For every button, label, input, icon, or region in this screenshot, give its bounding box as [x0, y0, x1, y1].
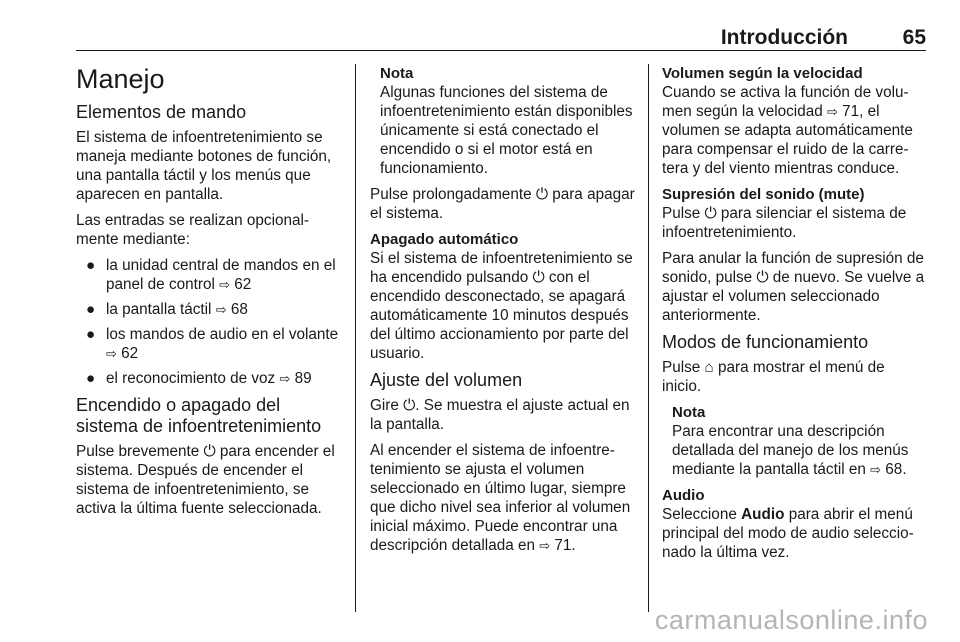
- page-ref[interactable]: 62: [121, 345, 139, 362]
- paragraph: Las entradas se realizan opcionalmente mediante:: [76, 212, 310, 248]
- page-number: 65: [902, 26, 926, 49]
- section-heading-volume: Ajuste del volumen: [370, 370, 523, 390]
- page-ref-icon: ⇨: [106, 346, 117, 361]
- page-ref-icon: ⇨: [539, 538, 551, 553]
- subheading-speed-volume: Volumen según la velocidad: [662, 65, 863, 82]
- note-title: Nota: [380, 65, 414, 82]
- column-divider: [355, 64, 356, 612]
- page-ref-icon: ⇨: [870, 462, 882, 477]
- page-ref[interactable]: 89: [294, 370, 312, 387]
- power-icon: ⏻: [704, 205, 717, 222]
- column-1: [76, 64, 344, 525]
- power-icon: ⏻: [203, 443, 216, 460]
- power-icon: ⏻: [532, 269, 545, 286]
- section-title: Introducción: [720, 26, 848, 49]
- column-2: [370, 64, 638, 562]
- note-box: [370, 64, 638, 178]
- page-ref[interactable]: 62: [234, 276, 252, 293]
- paragraph: Cuando se activa la función de volumen según la velocidad ⇨ 71, el volumen se adapta automáticamente para compensar el ruido de la carretera y del viento mientras conduce.: [662, 84, 913, 177]
- paragraph: Seleccione Audio para abrir el menú principal del modo de audio seleccionado la última vez.: [662, 506, 914, 561]
- list-item: ● el reconocimiento de voz ⇨ 89: [86, 370, 312, 387]
- paragraph: Pulse ⌂ para mostrar el menú de inicio.: [662, 359, 885, 395]
- paragraph: Pulse brevemente ⏻ para encender el sistema. Después de encender el sistema de infoentretenimiento, se activa la última fuente seleccionada.: [76, 443, 335, 517]
- list-item: ● la pantalla táctil ⇨ 68: [86, 301, 248, 318]
- power-icon: ⏻: [756, 269, 769, 286]
- paragraph: Para anular la función de supresión de sonido, pulse ⏻ de nuevo. Se vuelve a ajustar el volumen seleccionado anteriormente.: [662, 250, 925, 324]
- note-text: Para encontrar una descripción detallada del manejo de los menús mediante la pantalla táctil en ⇨ 68.: [672, 423, 909, 478]
- subheading-mute: Supresión del sonido (mute): [662, 186, 865, 203]
- page-ref[interactable]: 68: [230, 301, 248, 318]
- paragraph: Gire ⏻. Se muestra el ajuste actual en la pantalla.: [370, 397, 630, 433]
- input-methods-list: [76, 256, 344, 388]
- power-icon: ⏻: [535, 186, 548, 203]
- page-ref[interactable]: 71: [842, 103, 860, 120]
- paragraph: Al encender el sistema de infoentretenimiento se ajusta el volumen seleccionado en último lugar, siempre que dicho nivel sea inferior al volumen inicial máximo. Puede encontrar una descripción detallada en ⇨ 71.: [370, 442, 631, 554]
- page-ref-icon: ⇨: [219, 277, 231, 292]
- paragraph: Si el sistema de infoentretenimiento se ha encendido pulsando ⏻ con el encendido desconectado, se apagará automáticamente 10 minutos después del último accionamiento por parte del usuario.: [370, 250, 633, 362]
- paragraph: El sistema de infoentretenimiento se maneja mediante botones de función, una pantalla táctil y los menús que aparecen en pantalla.: [76, 129, 332, 203]
- column-divider: [648, 64, 649, 612]
- home-icon: ⌂: [704, 359, 714, 376]
- power-icon: ⏻: [403, 397, 416, 414]
- audio-keyword: Audio: [741, 506, 785, 523]
- page-ref-icon: ⇨: [215, 302, 227, 317]
- section-heading-modes: Modos de funcionamiento: [662, 332, 869, 352]
- note-title: Nota: [672, 404, 706, 421]
- header-rule: [76, 50, 926, 51]
- subheading-audio: Audio: [662, 487, 705, 504]
- subheading-auto-off: Apagado automático: [370, 231, 519, 248]
- paragraph: Pulse prolongadamente ⏻ para apagar el sistema.: [370, 186, 635, 222]
- watermark: carmanualsonline.info: [654, 605, 928, 635]
- section-heading-controls: Elementos de mando: [76, 102, 247, 122]
- note-text: Algunas funciones del sistema de infoentretenimiento están disponibles únicamente si está conectado el encendido o si el motor está en funcionamiento.: [380, 84, 633, 177]
- page-ref-icon: ⇨: [279, 371, 291, 386]
- page-ref[interactable]: 68: [885, 461, 903, 478]
- paragraph: Pulse ⏻ para silenciar el sistema de infoentretenimiento.: [662, 205, 907, 241]
- chapter-heading: Manejo: [76, 64, 165, 94]
- list-item: ● los mandos de audio en el volante ⇨ 62: [86, 326, 339, 362]
- note-box: [662, 403, 928, 479]
- column-3: [662, 64, 928, 569]
- section-heading-power: Encendido o apagado del sistema de infoentretenimiento: [76, 395, 322, 436]
- page-ref[interactable]: 71: [554, 537, 572, 554]
- list-item: ● la unidad central de mandos en el panel de control ⇨ 62: [86, 257, 336, 293]
- page-ref-icon: ⇨: [826, 104, 838, 119]
